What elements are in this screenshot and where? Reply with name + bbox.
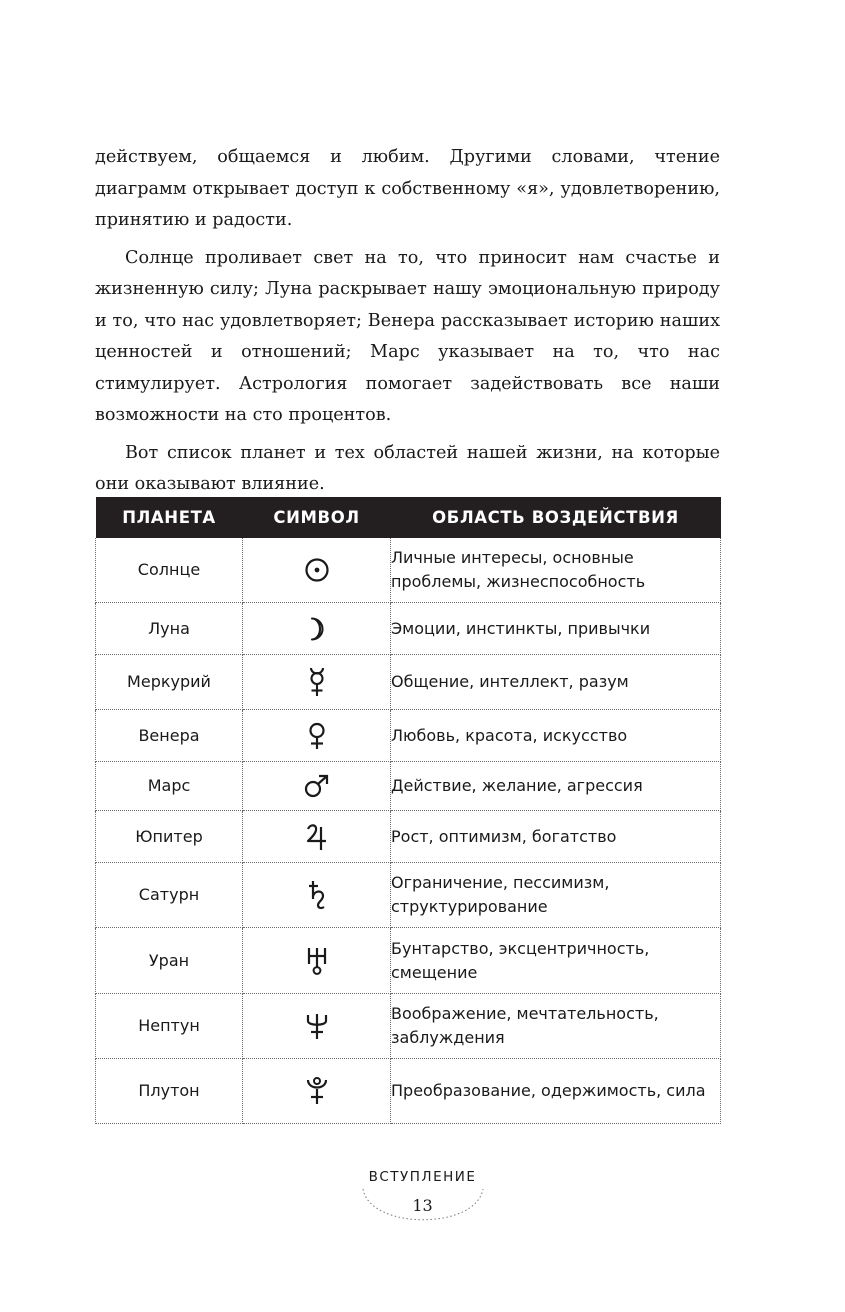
header-area: ОБЛАСТЬ ВОЗДЕЙСТВИЯ — [391, 497, 721, 538]
saturn-symbol-icon — [306, 879, 328, 911]
planet-area: Действие, желание, агрессия — [391, 762, 721, 811]
planets-table — [95, 497, 721, 1124]
table-row — [96, 1059, 721, 1124]
table-row — [96, 811, 721, 863]
planet-name: Юпитер — [96, 811, 243, 863]
table-row — [96, 863, 721, 928]
planet-area: Личные интересы, основные проблемы, жизнеспособность — [391, 538, 721, 603]
jupiter-symbol-icon — [305, 823, 329, 851]
running-footer-title: ВСТУПЛЕНИЕ — [368, 1169, 477, 1185]
table-row — [96, 762, 721, 811]
table-row — [96, 994, 721, 1059]
header-planet: ПЛАНЕТА — [96, 497, 243, 538]
sun-symbol-icon — [304, 557, 330, 583]
planet-name: Нептун — [96, 994, 243, 1059]
planet-area: Рост, оптимизм, богатство — [391, 811, 721, 863]
mercury-symbol-icon — [306, 666, 328, 698]
table-row — [96, 655, 721, 710]
planet-name: Плутон — [96, 1059, 243, 1124]
planet-area: Ограничение, пессимизм, структурирование — [391, 863, 721, 928]
planet-name: Венера — [96, 710, 243, 762]
planet-area: Преобразование, одержимость, сила — [391, 1059, 721, 1124]
moon-symbol-icon — [305, 616, 329, 642]
paragraph-2: Солнце проливает свет на то, что приносит нам счастье и жизненную силу; Луна раскрывает нашу эмоциональную природу и то, что нас удовлетворяет; Венера рассказывает историю наших ценностей и отношений; Марс указывает на то, что нас стимулирует. Астрология помогает задействовать все наши возможности на сто процентов. — [95, 247, 720, 425]
planet-area: Любовь, красота, искусство — [391, 710, 721, 762]
mars-symbol-icon — [304, 774, 330, 798]
planet-name: Солнце — [96, 538, 243, 603]
table-row — [96, 538, 721, 603]
planet-name: Меркурий — [96, 655, 243, 710]
paragraph-1: действуем, общаемся и любим. Другими словами, чтение диаграмм открывает доступ к собственному «я», удовлетворению, принятию и радости. — [95, 147, 720, 230]
venus-symbol-icon — [306, 722, 328, 750]
table-row — [96, 928, 721, 994]
body-text — [95, 142, 720, 501]
uranus-symbol-icon — [305, 946, 329, 976]
planet-name: Марс — [96, 762, 243, 811]
table-row — [96, 603, 721, 655]
planet-name: Сатурн — [96, 863, 243, 928]
table-header-row — [96, 497, 721, 538]
planet-name: Луна — [96, 603, 243, 655]
paragraph-3: Вот список планет и тех областей нашей жизни, на которые они оказывают влияние. — [95, 442, 720, 494]
page-number: 13 — [412, 1196, 433, 1215]
table-row — [96, 710, 721, 762]
header-symbol: СИМВОЛ — [243, 497, 391, 538]
planet-area: Общение, интеллект, разум — [391, 655, 721, 710]
planet-area: Воображение, мечтательность, заблуждения — [391, 994, 721, 1059]
planet-area: Эмоции, инстинкты, привычки — [391, 603, 721, 655]
pluto-symbol-icon — [305, 1076, 329, 1106]
planet-area: Бунтарство, эксцентричность, смещение — [391, 928, 721, 994]
planet-name: Уран — [96, 928, 243, 994]
neptune-symbol-icon — [305, 1012, 329, 1040]
